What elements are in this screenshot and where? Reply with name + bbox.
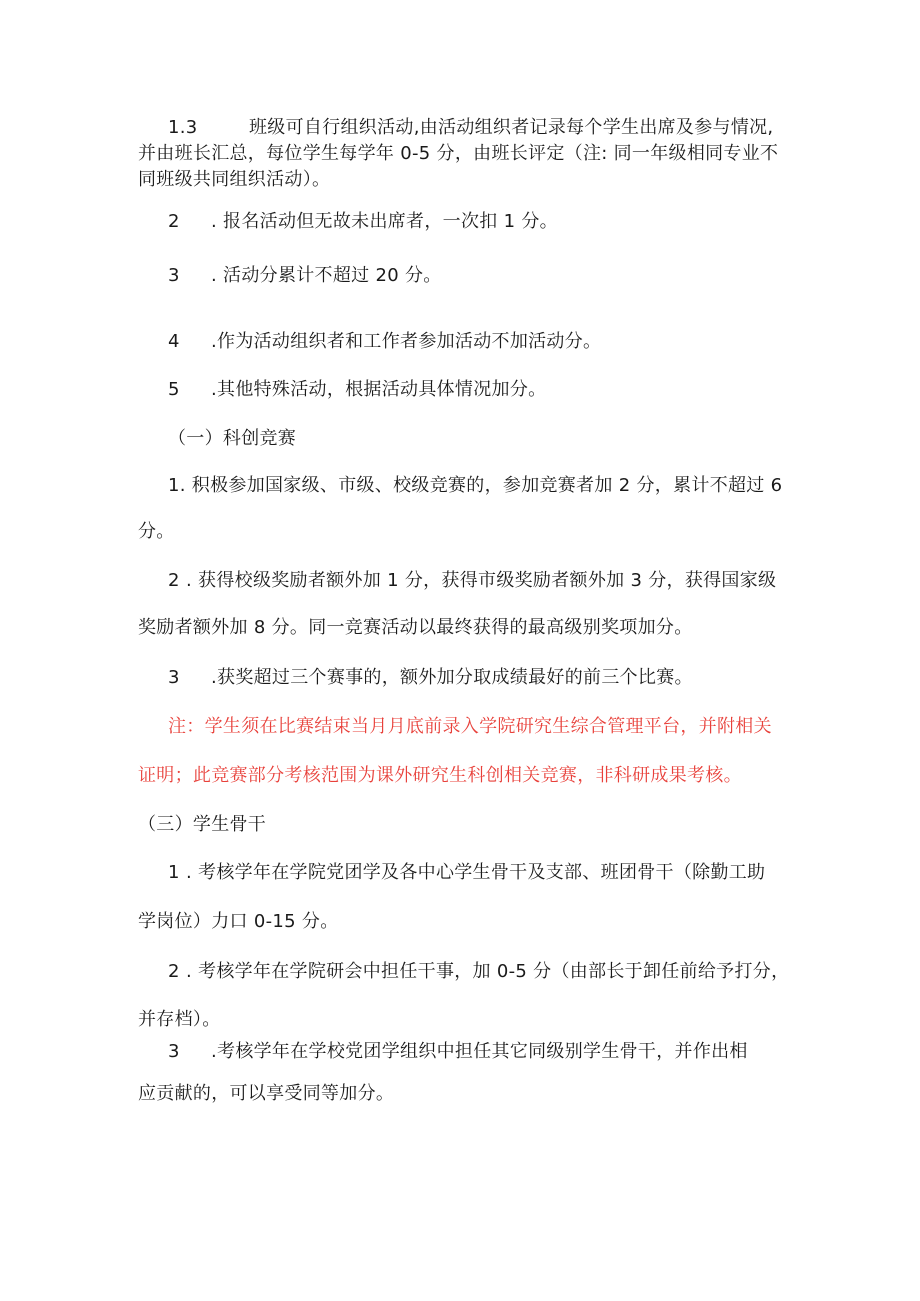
- comp-3-number: 3: [168, 667, 180, 688]
- section-heading-competition: （一）科创竞赛: [168, 428, 297, 449]
- item-4-text: .作为活动组织者和工作者参加活动不加活动分。: [211, 331, 602, 352]
- comp-2-number: 2: [168, 570, 180, 591]
- note-line1: 注：学生须在比赛结束当月月底前录入学院研究生综合管理平台，并附相关: [168, 716, 772, 737]
- item-5-number: 5: [168, 379, 180, 400]
- item-4-number: 4: [168, 331, 180, 352]
- item-1-3-number: 1.3: [168, 117, 198, 138]
- comp-1-line2: 分。: [138, 521, 175, 542]
- cadre-1-line1: . 考核学年在学院党团学及各中心学生骨干及支部、班团骨干（除勤工助: [186, 862, 766, 883]
- item-2-text: . 报名活动但无故未出席者，一次扣 1 分。: [211, 211, 558, 232]
- cadre-2-number: 2: [168, 961, 180, 982]
- cadre-2-line2: 并存档）。: [138, 1009, 221, 1030]
- cadre-3-number: 3: [168, 1041, 180, 1062]
- section-heading-student-cadre: （三）学生骨干: [138, 814, 267, 835]
- comp-1-line1: 1. 积极参加国家级、市级、校级竞赛的，参加竞赛者加 2 分，累计不超过 6: [168, 475, 783, 496]
- cadre-1-line2: 学岗位）力口 0-15 分。: [138, 911, 339, 932]
- comp-3-text: .获奖超过三个赛事的，额外加分取成绩最好的前三个比赛。: [211, 667, 693, 688]
- comp-2-line1: . 获得校级奖励者额外加 1 分，获得市级奖励者额外加 3 分，获得国家级: [186, 570, 777, 591]
- item-1-3-line1: 班级可自行组织活动,由活动组织者记录每个学生出席及参与情况,: [249, 117, 774, 138]
- cadre-3-line1: .考核学年在学校党团学组织中担任其它同级别学生骨干，并作出相: [211, 1041, 748, 1062]
- item-3-number: 3: [168, 265, 180, 286]
- item-1-3-line2: 并由班长汇总，每位学生每学年 0-5 分，由班长评定（注: 同一年级相同专业不: [138, 143, 779, 164]
- cadre-1-number: 1: [168, 862, 180, 883]
- item-5-text: .其他特殊活动，根据活动具体情况加分。: [211, 379, 547, 400]
- item-3-text: . 活动分累计不超过 20 分。: [211, 265, 442, 286]
- cadre-3-line2: 应贡献的，可以享受同等加分。: [138, 1083, 395, 1104]
- item-1-3-line3: 同班级共同组织活动）。: [138, 169, 331, 190]
- item-2-number: 2: [168, 211, 180, 232]
- note-line2: 证明；此竞赛部分考核范围为课外研究生科创相关竞赛，非科研成果考核。: [138, 765, 742, 786]
- cadre-2-line1: . 考核学年在学院研会中担任干事，加 0-5 分（由部长于卸任前给予打分，: [186, 961, 790, 982]
- comp-2-line2: 奖励者额外加 8 分。同一竞赛活动以最终获得的最高级别奖项加分。: [138, 617, 693, 638]
